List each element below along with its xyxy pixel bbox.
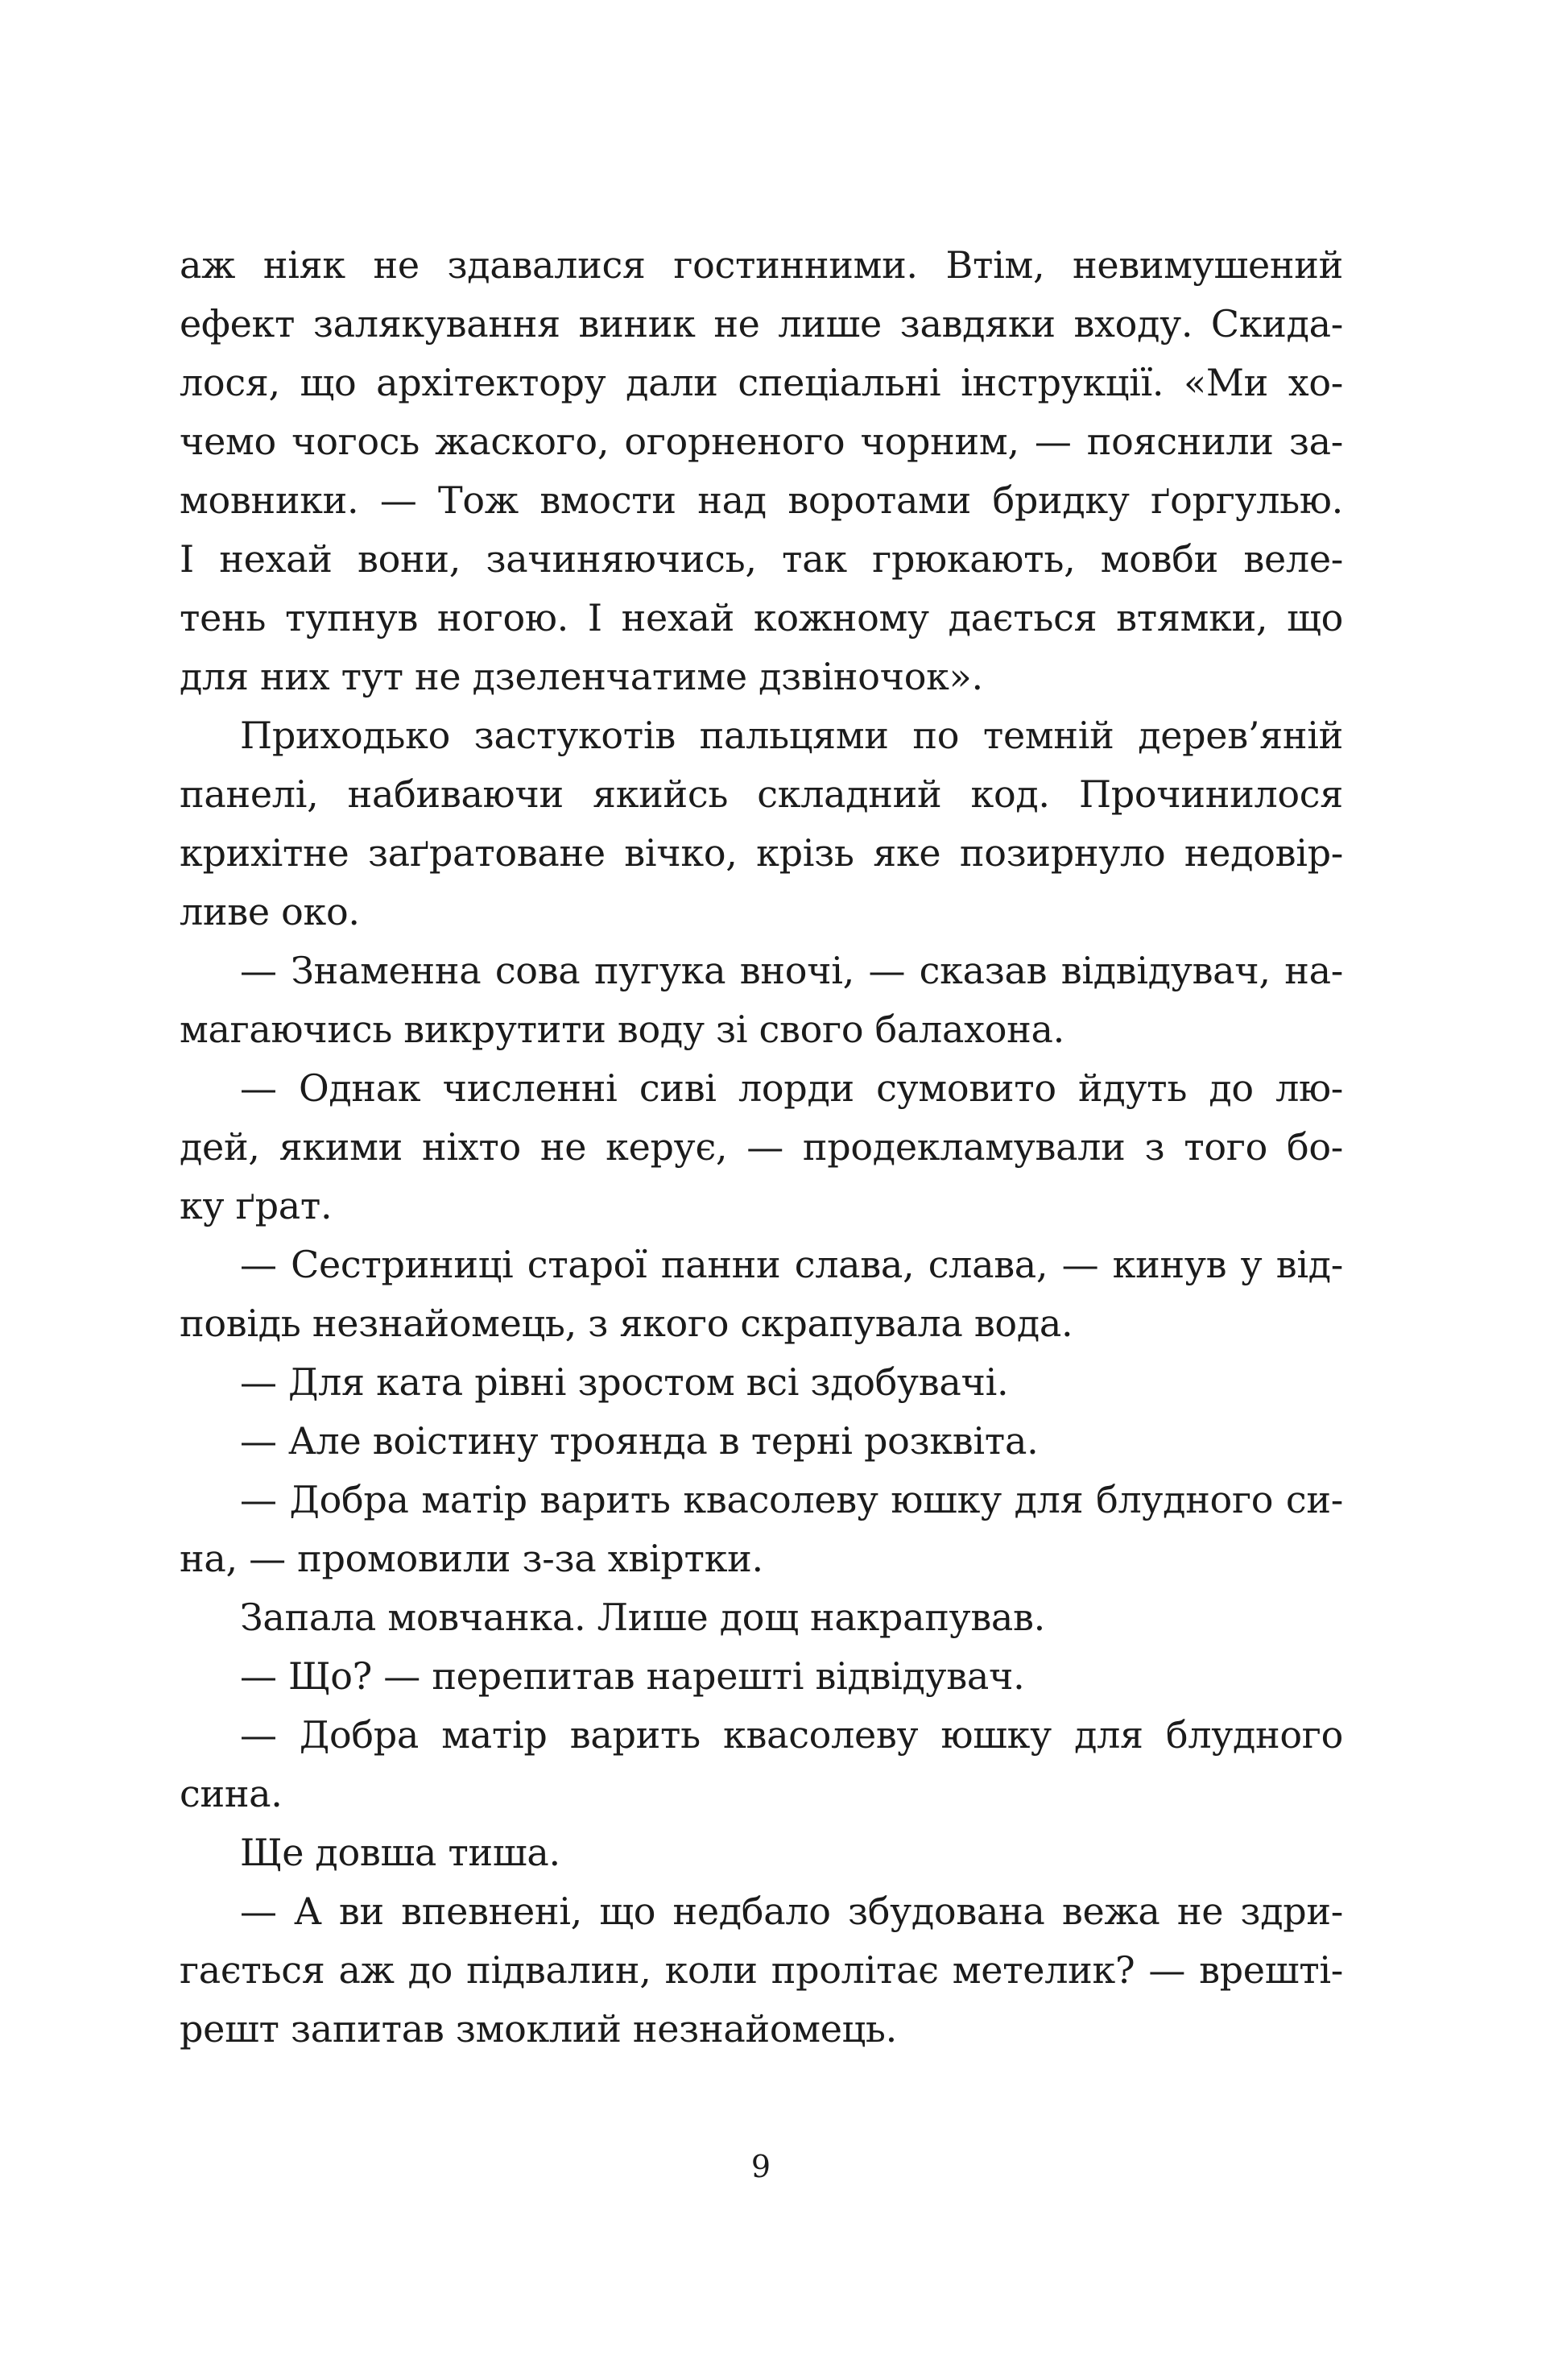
text-line: І нехай вони, зачиняючись, так грюкають, мовби веле- [180, 537, 1343, 581]
text-line: Ще довша тиша. [240, 1831, 560, 1874]
text-line: мовники. — Тож вмости над воротами бридку ґоргулью. [180, 478, 1343, 522]
text-line: гається аж до підвалин, коли пролітає метелик? — врешті- [180, 1948, 1343, 1992]
text-line: аж ніяк не здавалися гостинними. Втім, невимушений [180, 243, 1343, 287]
text-line: панелі, набиваючи якийсь складний код. Прочинилося [180, 772, 1343, 816]
text-line: дей, якими ніхто не керує, — продекламували з того бо- [180, 1125, 1343, 1169]
text-line: Запала мовчанка. Лише дощ накрапував. [240, 1596, 1045, 1639]
text-line: магаючись викрутити воду зі свого балахона. [180, 1008, 1064, 1051]
text-line: решт запитав змоклий незнайомець. [180, 2007, 897, 2051]
text-line: — Що? — перепитав нарешті відвідувач. [240, 1654, 1025, 1698]
text-line: для них тут не дзеленчатиме дзвіночок». [180, 655, 983, 698]
text-line: — Але воістину троянда в терні розквіта. [240, 1419, 1039, 1463]
text-line: — Сестриниці старої панни слава, слава, — кинув у від- [240, 1243, 1343, 1286]
text-line: — Добра матір варить квасолеву юшку для блудного си- [240, 1478, 1343, 1521]
body-text [180, 236, 1343, 2059]
text-line: чемо чогось жаского, огорненого чорним, — пояснили за- [180, 420, 1343, 463]
text-line: лося, що архітектору дали спеціальні інструкції. «Ми хо- [180, 361, 1343, 404]
text-line: сина. [180, 1772, 283, 1815]
text-line: — Добра матір варить квасолеву юшку для блудного [240, 1713, 1343, 1757]
text-line: повідь незнайомець, з якого скрапувала вода. [180, 1302, 1073, 1345]
text-line: Приходько застукотів пальцями по темній дерев’яній [240, 714, 1343, 757]
text-line: — Для ката рівні зростом всі здобувачі. [240, 1360, 1009, 1404]
text-line: — Однак численні сиві лорди сумовито йдуть до лю- [240, 1066, 1343, 1110]
page-number: 9 [750, 2149, 771, 2184]
text-line: на, — промовили з-за хвіртки. [180, 1537, 763, 1580]
text-line: крихітне заґратоване вічко, крізь яке позирнуло недовір- [180, 831, 1343, 875]
text-line: ефект залякування виник не лише завдяки входу. Скида- [180, 302, 1343, 346]
text-line: ку ґрат. [180, 1184, 333, 1227]
text-line: ливе око. [180, 890, 360, 933]
text-line: — Знаменна сова пугука вночі, — сказав відвідувач, на- [240, 949, 1343, 992]
text-line: тень тупнув ногою. І нехай кожному дається втямки, що [180, 596, 1343, 639]
text-line: — А ви впевнені, що недбало збудована вежа не здри- [240, 1890, 1343, 1933]
